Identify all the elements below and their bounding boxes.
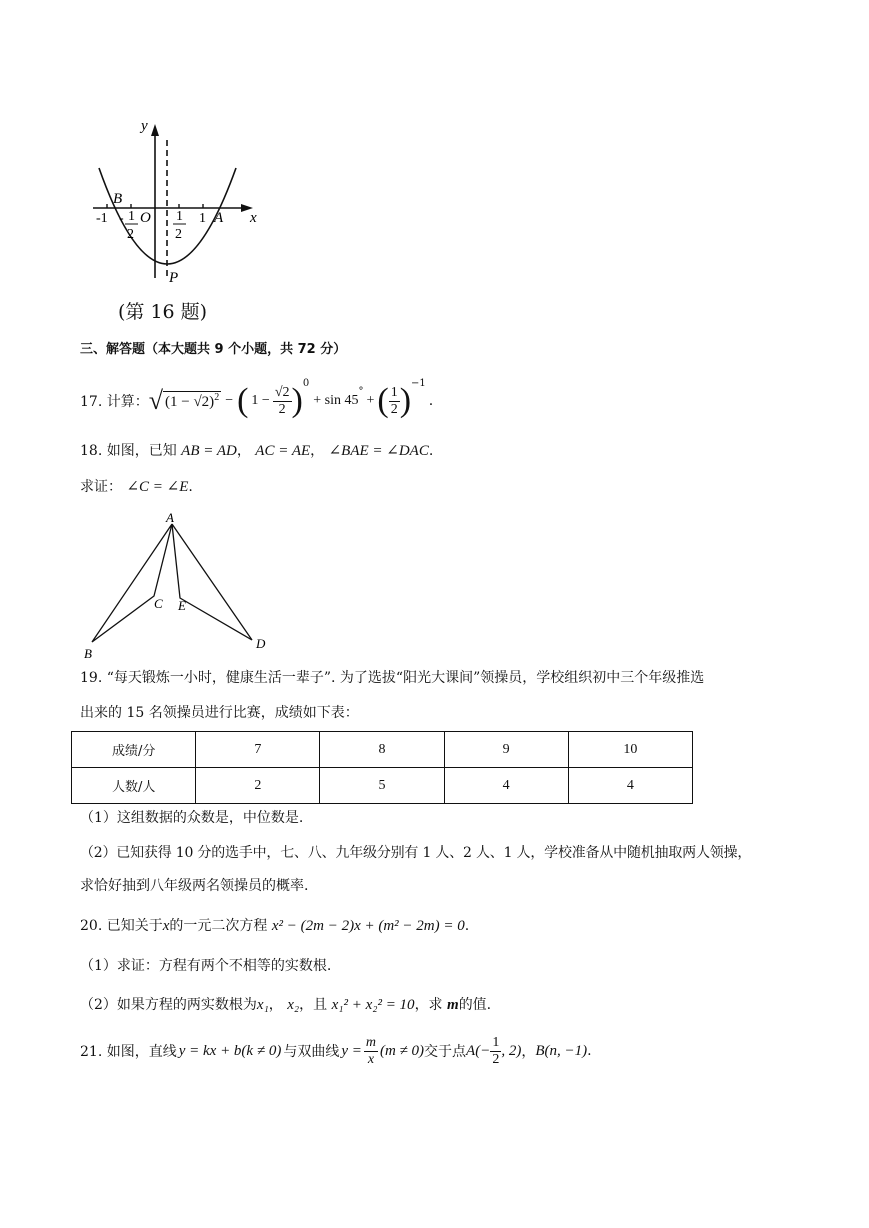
table-row-counts xyxy=(72,768,693,804)
question-18-line2: 求证： ∠C = ∠E. xyxy=(80,479,193,495)
point-b-label: B xyxy=(113,191,123,207)
q17-prefix: 17. 计算： xyxy=(80,394,149,410)
table-cell: 成绩/分 xyxy=(72,732,196,768)
q17-paren-open: ( xyxy=(237,382,249,419)
q17-exponent-neg1: −1 xyxy=(411,378,426,389)
q17-paren2-open: ( xyxy=(377,382,389,419)
q17-one-half: $\frac{1}{2}$ xyxy=(390,384,398,417)
question-18-line1: 18. 如图，已知 AB = AD， AC = AE， ∠BAE = ∠DAC. xyxy=(80,443,434,459)
question-19-line1: 19. “每天锻炼一小时，健康生活一辈子”. 为了选拔“阳光大课间”领操员，学校组织初中三个年级推选 xyxy=(80,670,705,686)
tick-label-half-den: 2 xyxy=(175,227,182,242)
tick-label-neg1: -1 xyxy=(96,211,108,226)
question-19-part2-line1: （2）已知获得 10 分的选手中，七、八、九年级分别有 1 人、2 人、1 人，学校准备从中随机抽取两人领操， xyxy=(80,845,752,861)
fig18-label-b: B xyxy=(84,646,92,661)
q17-root2-over-2: $\frac{√2}{2}$ xyxy=(274,384,290,417)
score-table xyxy=(71,731,693,804)
table-cell: 10 xyxy=(568,732,692,768)
tick-label-neg-half-num: 1 xyxy=(128,209,135,224)
figure-18-right-shape xyxy=(172,524,252,640)
table-row-header xyxy=(72,732,693,768)
tick-label-1: 1 xyxy=(199,211,206,226)
table-cell: 4 xyxy=(444,768,568,804)
figure-18-triangles xyxy=(80,508,280,663)
question-20-line1: 20. 已知关于x的一元二次方程 x² − (2m − 2)x + (m² − 2m) = 0. xyxy=(80,918,470,934)
y-axis-arrow xyxy=(151,124,159,136)
q17-minus: − xyxy=(225,393,234,408)
q17-sqrt-sign: √ xyxy=(148,386,163,415)
q17-plus: + xyxy=(366,393,375,408)
fig18-label-c: C xyxy=(154,596,163,611)
y-axis-label: y xyxy=(141,118,148,134)
figure-18-left-shape xyxy=(92,524,172,642)
fig18-label-a: A xyxy=(166,510,174,525)
tick-label-neg-half-den: 2 xyxy=(127,227,134,242)
question-20-part1: （1）求证：方程有两个不相等的实数根. xyxy=(80,958,332,974)
vertex-p-label: P xyxy=(169,270,179,286)
table-cell: 8 xyxy=(320,732,444,768)
q17-degree: ° xyxy=(358,386,364,397)
point-a-label: A xyxy=(214,210,224,226)
table-cell: 9 xyxy=(444,732,568,768)
figure-16-caption: (第 16 题) xyxy=(118,301,208,323)
q17-paren-close: ) xyxy=(291,382,303,419)
fig18-label-e: E xyxy=(178,598,186,613)
section-heading: 三、解答题（本大题共 9 个小题，共 72 分） xyxy=(80,342,347,357)
q17-sin-term: + sin 45 xyxy=(313,393,359,408)
tick-label-half-num: 1 xyxy=(176,209,183,224)
question-20-part2: （2）如果方程的两实数根为x₁， x₂，且 x₁² + x₂² = 10，求 m的值. xyxy=(80,997,492,1013)
table-cell: 5 xyxy=(320,768,444,804)
q17-end: . xyxy=(428,393,434,409)
question-19-line2: 出来的 15 名领操员进行比赛，成绩如下表： xyxy=(80,705,359,721)
x-axis-label: x xyxy=(250,210,257,226)
tick-label-neg-half-minus: - xyxy=(119,211,124,226)
question-21: 21. 如图，直线 y = kx + b(k ≠ 0) 与双曲线 y = $\frac{m}{x}$ (m ≠ 0) 交于点 A(− $\frac{1}{2}$ , 2) ， B(n, −1) . xyxy=(80,1034,592,1067)
table-cell: 4 xyxy=(568,768,692,804)
origin-label: O xyxy=(140,210,151,226)
table-cell: 7 xyxy=(196,732,320,768)
fig18-label-d: D xyxy=(256,636,266,651)
q17-sqrt-content: $(1 - √2)^2$ xyxy=(165,392,220,410)
question-19-part1: （1）这组数据的众数是，中位数是. xyxy=(80,810,304,826)
question-19-part2-line2: 求恰好抽到八年级两名领操员的概率. xyxy=(80,878,309,894)
figure-16-parabola xyxy=(85,110,275,325)
table-cell: 人数/人 xyxy=(72,768,196,804)
q17-paren2-close: ) xyxy=(399,382,412,419)
q17-one-minus: 1 − xyxy=(251,393,270,408)
q17-exponent-0: 0 xyxy=(302,378,310,389)
table-cell: 2 xyxy=(196,768,320,804)
question-17 xyxy=(80,372,433,430)
